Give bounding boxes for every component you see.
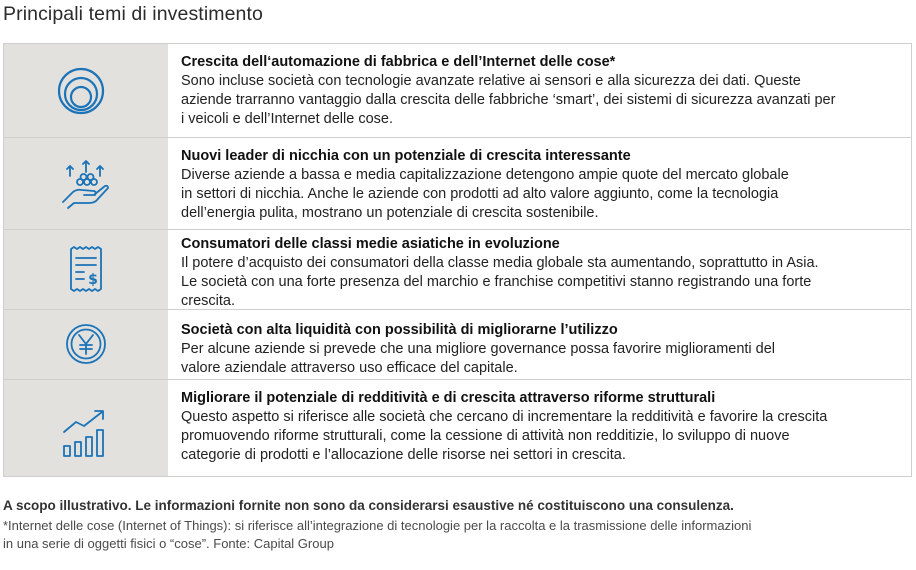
icon-cell bbox=[4, 44, 168, 137]
receipt-dollar-icon bbox=[68, 246, 104, 292]
bar-chart-trend-icon bbox=[60, 406, 114, 458]
page-title: Principali temi di investimento bbox=[3, 3, 263, 25]
theme-title: Società con alta liquidità con possibilità di migliorarne l’utilizzo bbox=[181, 322, 618, 338]
theme-row-automation bbox=[4, 44, 911, 138]
theme-description: Sono incluse società con tecnologie avanzate relative ai sensori e alla sicurezza dei dati. Queste aziende trarranno vantaggio dalla crescita delle fabbriche ‘smart’, dei sistemi di sicurezza avanzati per i veicoli e dell’Internet delle cose. bbox=[181, 73, 836, 127]
theme-description: Questo aspetto si riferisce alle società che cercano di incrementare la redditività e favorire la crescita promuovendo riforme strutturali, come la cessione di attività non redditizie, lo sviluppo di nuove categorie di prodotti e l’allocazione delle risorse nei settori in crescita. bbox=[181, 409, 828, 463]
icon-cell bbox=[4, 380, 168, 476]
icon-cell bbox=[4, 138, 168, 229]
theme-row-high-liquidity bbox=[4, 310, 911, 380]
yen-coin-icon bbox=[64, 322, 108, 366]
concentric-circles-icon bbox=[56, 66, 106, 116]
notes bbox=[3, 497, 908, 553]
icon-cell bbox=[4, 310, 168, 379]
theme-row-structural-reforms bbox=[4, 380, 911, 476]
theme-row-niche-leaders bbox=[4, 138, 911, 230]
themes-table bbox=[3, 43, 912, 477]
theme-description: Il potere d’acquisto dei consumatori della classe media globale sta aumentando, soprattutto in Asia. Le società con una forte presenza del marchio e franchise competitivi stanno registrando una forte crescita. bbox=[181, 255, 819, 309]
theme-title: Consumatori delle classi medie asiatiche in evoluzione bbox=[181, 236, 560, 252]
theme-description: Per alcune aziende si prevede che una migliore governance possa favorire miglioramenti del valore aziendale attraverso uso efficace del capitale. bbox=[181, 341, 776, 376]
theme-description: Diverse aziende a bassa e media capitalizzazione detengono ampie quote del mercato globale in settori di nicchia. Anche le aziende con prodotti ad alto valore aggiunto, come la tecnologia dell’energia pulita, mostrano un potenziale di crescita sostenibile. bbox=[181, 167, 789, 221]
theme-title: Migliorare il potenziale di redditività e di crescita attraverso riforme strutturali bbox=[181, 390, 716, 406]
svg-text:$: $ bbox=[88, 272, 98, 288]
footnote: *Internet delle cose (Internet of Things): si riferisce all’integrazione di tecnologie per la raccolta e la trasmissione delle informazioni in una serie di oggetti fisici o “cose”. Fonte: Capital Group bbox=[3, 518, 752, 551]
disclaimer: A scopo illustrativo. Le informazioni fornite non sono da considerarsi esaustive né costituiscono una consulenza. bbox=[3, 498, 734, 513]
theme-title: Crescita dell‘automazione di fabbrica e dell’Internet delle cose* bbox=[181, 54, 616, 70]
theme-row-asian-consumers bbox=[4, 230, 911, 310]
theme-title: Nuovi leader di nicchia con un potenziale di crescita interessante bbox=[181, 148, 631, 164]
icon-cell bbox=[4, 230, 168, 309]
hand-growth-icon bbox=[60, 158, 112, 210]
